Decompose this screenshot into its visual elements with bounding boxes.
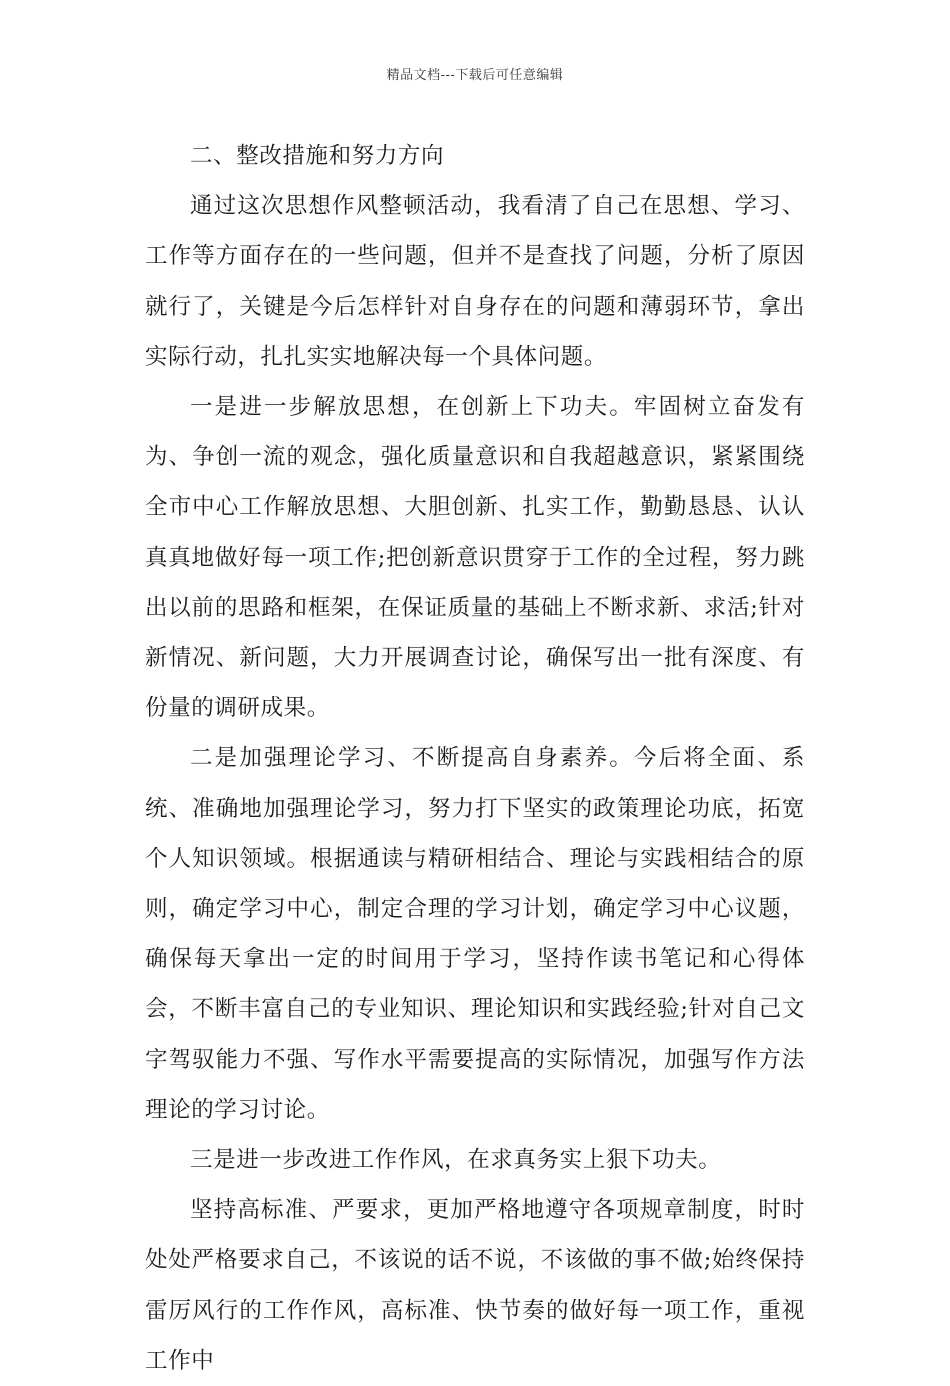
- section-heading: 二、整改措施和努力方向: [190, 143, 445, 169]
- document-body: [145, 131, 805, 1386]
- body-paragraph: 通过这次思想作风整顿活动，我看清了自己在思想、学习、工作等方面存在的一些问题，但并不是查找了问题，分析了原因就行了，关键是今后怎样针对自身存在的问题和薄弱环节，拿出实际行动，扎扎实实地解决每一个具体问题。: [145, 193, 805, 370]
- body-paragraph: 三是进一步改进工作作风，在求真务实上狠下功夫。: [190, 1147, 722, 1174]
- body-paragraph: 一是进一步解放思想，在创新上下功夫。牢固树立奋发有为、争创一流的观念，强化质量意识和自我超越意识，紧紧围绕全市中心工作解放思想、大胆创新、扎实工作，勤勤恳恳、认认真真地做好每一项工作;把创新意识贯穿于工作的全过程，努力跳出以前的思路和框架，在保证质量的基础上不断求新、求活;针对新情况、新问题，大力开展调查讨论，确保写出一批有深度、有份量的调研成果。: [145, 394, 805, 722]
- page-header: 精品文档---下载后可任意编辑: [386, 68, 564, 83]
- body-paragraph: 二是加强理论学习、不断提高自身素养。今后将全面、系统、准确地加强理论学习，努力打下坚实的政策理论功底，拓宽个人知识领域。根据通读与精研相结合、理论与实践相结合的原则，确定学习中心，制定合理的学习计划，确定学习中心议题，确保每天拿出一定的时间用于学习，坚持作读书笔记和心得体会，不断丰富自己的专业知识、理论知识和实践经验;针对自己文字驾驭能力不强、写作水平需要提高的实际情况，加强写作方法理论的学习讨论。: [145, 745, 805, 1123]
- body-paragraph: 坚持高标准、严要求，更加严格地遵守各项规章制度，时时处处严格要求自己，不该说的话不说，不该做的事不做;始终保持雷厉风行的工作作风，高标准、快节奏的做好每一项工作，重视工作中: [145, 1197, 805, 1374]
